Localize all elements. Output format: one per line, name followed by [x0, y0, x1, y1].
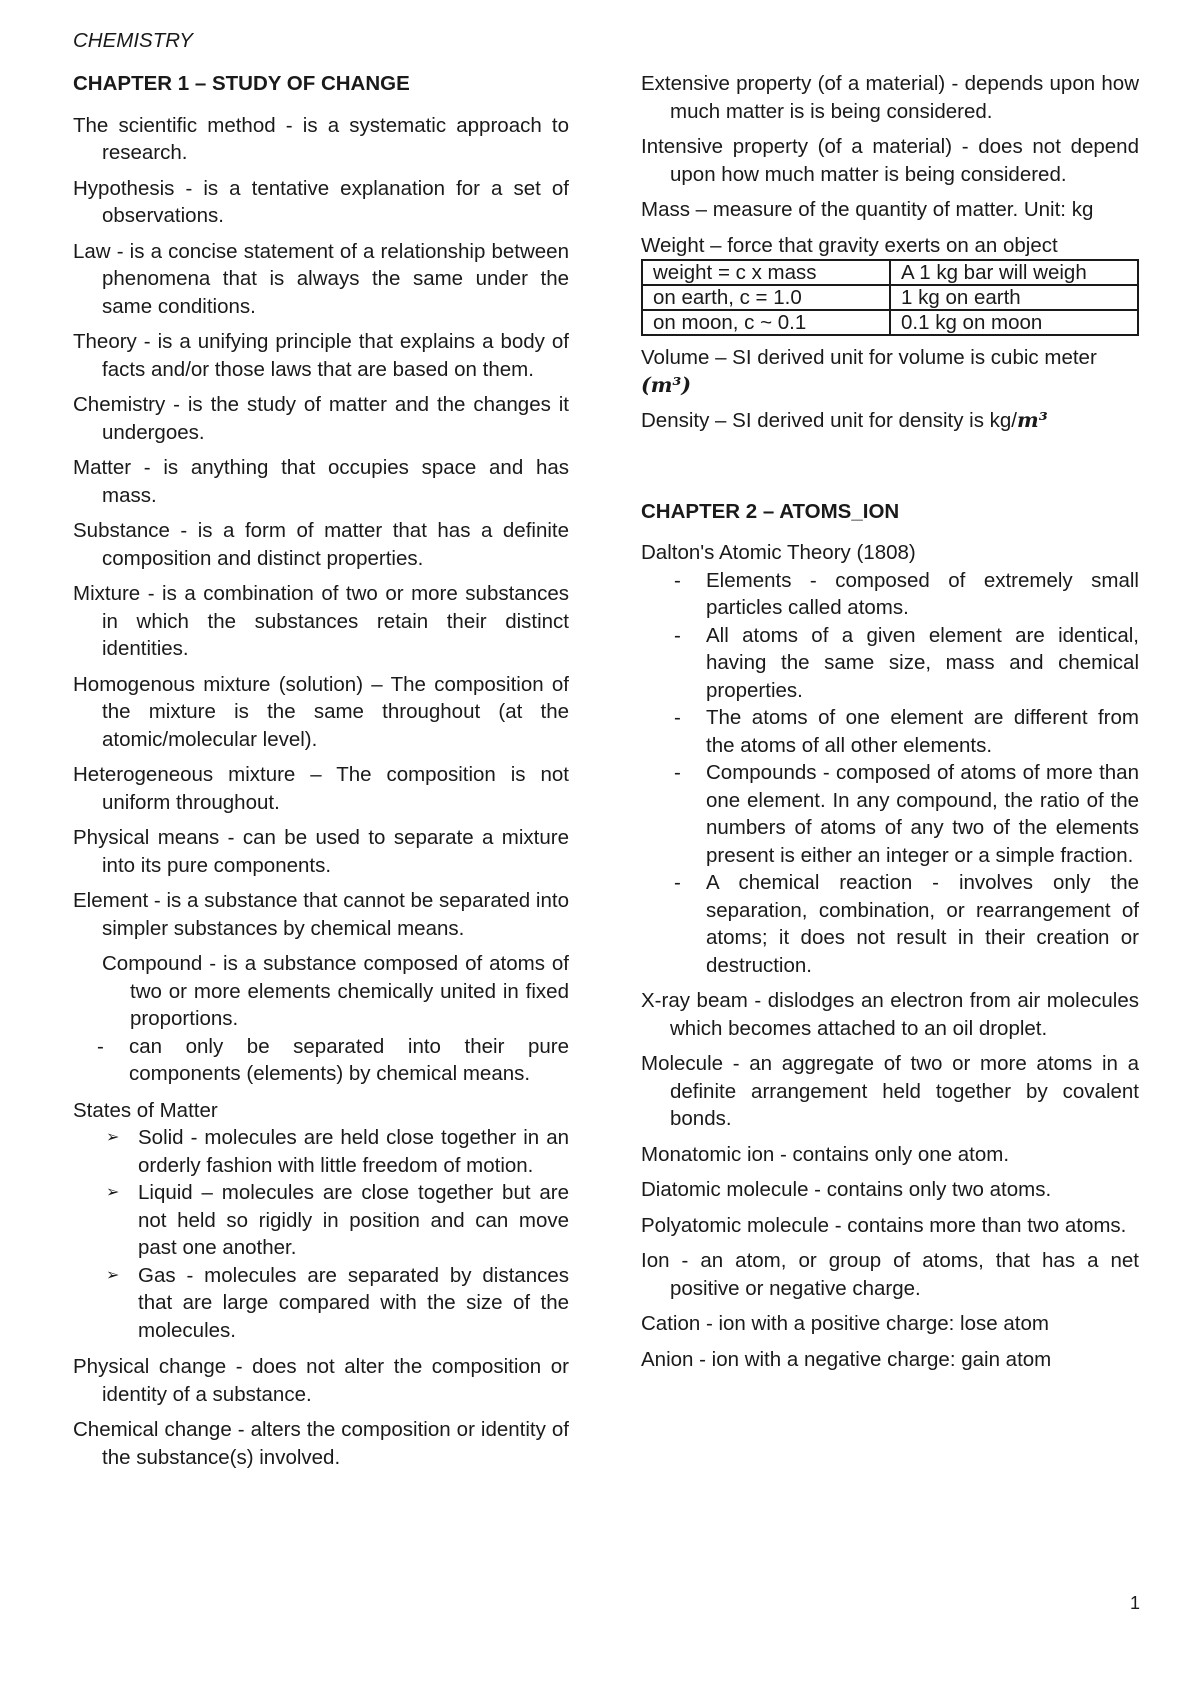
- definition-volume: [641, 344, 1139, 399]
- definition: Cation - ion with a positive charge: lose atom: [641, 1312, 1049, 1335]
- dash-marker: -: [674, 761, 681, 784]
- density-text: Density – SI derived unit for density is kg/: [641, 409, 1018, 432]
- definition: Matter - is anything that occupies space and has mass.: [73, 456, 569, 507]
- dalton-list: [641, 567, 1139, 980]
- list-item-text: Liquid – molecules are close together but are not held so rigidly in position and can move past one another.: [138, 1181, 569, 1259]
- compound-dash-item: [73, 1033, 569, 1088]
- definition: Polyatomic molecule - contains more than two atoms.: [641, 1213, 1127, 1237]
- list-item-text: Elements - composed of extremely small particles called atoms.: [706, 568, 1139, 619]
- list-item: [73, 1179, 569, 1262]
- definition-compound: Compound - is a substance composed of atoms of two or more elements chemically united in fixed proportions.: [102, 952, 569, 1030]
- list-item-text: A chemical reaction - involves only the separation, combination, or rearrangement of atoms; it does not result in their creation or destruction.: [706, 871, 1139, 977]
- definition: Ion - an atom, or group of atoms, that has a net positive or negative charge.: [641, 1249, 1139, 1300]
- table-cell: 1 kg on earth: [890, 285, 1138, 310]
- definition: Extensive property (of a material) - depends upon how much matter is is being considered.: [641, 72, 1139, 123]
- list-item: [641, 869, 1139, 979]
- list-item-text: Solid - molecules are held close together in an orderly fashion with little freedom of motion.: [138, 1126, 569, 1177]
- table-cell: 0.1 kg on moon: [890, 310, 1138, 335]
- definition: Anion - ion with a negative charge: gain atom: [641, 1347, 1052, 1371]
- spacer: [641, 443, 1139, 498]
- list-item-text: The atoms of one element are different from the atoms of all other elements.: [706, 706, 1139, 757]
- definition: Heterogeneous mixture – The composition is not uniform throughout.: [73, 763, 569, 814]
- dash-marker: -: [674, 623, 681, 647]
- arrow-bullet-icon: ➢: [106, 1266, 120, 1284]
- weight-title: Weight – force that gravity exerts on an object: [641, 233, 1058, 257]
- list-item: [641, 622, 1139, 705]
- chapter-2-title: CHAPTER 2 – ATOMS_ION: [641, 499, 900, 523]
- definition: Physical means - can be used to separate a mixture into its pure components.: [73, 826, 569, 877]
- list-item-text: All atoms of a given element are identical, having the same size, mass and chemical properties.: [706, 623, 1139, 702]
- list-item-text: Gas - molecules are separated by distances that are large compared with the size of the molecules.: [138, 1263, 569, 1342]
- table-cell: on moon, c ~ 0.1: [642, 310, 890, 335]
- dash-marker: -: [674, 706, 681, 729]
- definition: Hypothesis - is a tentative explanation for a set of observations.: [73, 176, 569, 227]
- definition: Theory - is a unifying principle that explains a body of facts and/or those laws that are based on them.: [73, 330, 569, 381]
- definition: Intensive property (of a material) - does not depend upon how much matter is being considered.: [641, 135, 1139, 186]
- table-cell: on earth, c = 1.0: [642, 285, 890, 310]
- definition: The scientific method - is a systematic approach to research.: [73, 113, 569, 164]
- definition: Homogenous mixture (solution) – The composition of the mixture is the same throughout (at the atomic/molecular level).: [73, 672, 569, 751]
- arrow-bullet-icon: ➢: [106, 1129, 120, 1146]
- right-column: [641, 70, 1139, 1381]
- definition: Chemistry - is the study of matter and the changes it undergoes.: [73, 393, 569, 444]
- definition: Law - is a concise statement of a relationship between phenomena that is always the same under the same conditions.: [73, 239, 569, 318]
- volume-text: Volume – SI derived unit for volume is cubic meter: [641, 346, 1097, 369]
- dash-marker: -: [674, 871, 681, 894]
- definition: Chemical change - alters the composition or identity of the substance(s) involved.: [73, 1418, 569, 1469]
- arrow-bullet-icon: ➢: [106, 1184, 120, 1201]
- dash-marker: -: [674, 568, 681, 592]
- states-of-matter-title: States of Matter: [73, 1098, 218, 1122]
- volume-unit: (m³): [641, 372, 692, 397]
- definition: Mass – measure of the quantity of matter. Unit: kg: [641, 198, 1094, 221]
- list-item: [641, 567, 1139, 622]
- definition: Substance - is a form of matter that has a definite composition and distinct properties.: [73, 519, 569, 570]
- dash-item-text: can only be separated into their pure components (elements) by chemical means.: [129, 1034, 569, 1085]
- definition: Mixture - is a combination of two or more substances in which the substances retain their distinct identities.: [73, 582, 569, 660]
- density-unit: m³: [1017, 408, 1048, 432]
- definition-density: [641, 407, 1139, 435]
- list-item: [73, 1262, 569, 1345]
- definition: Monatomic ion - contains only one atom.: [641, 1142, 1010, 1166]
- table-row: [642, 285, 1138, 310]
- page-number: 1: [1129, 1593, 1140, 1613]
- dash-marker: -: [97, 1034, 104, 1058]
- weight-table: [641, 259, 1139, 336]
- chapter-1-title: CHAPTER 1 – STUDY OF CHANGE: [73, 72, 410, 95]
- list-item: [73, 1124, 569, 1179]
- definition: X-ray beam - dislodges an electron from air molecules which becomes attached to an oil droplet.: [641, 989, 1139, 1040]
- table-row: [642, 310, 1138, 335]
- states-list: [73, 1124, 569, 1344]
- list-item: [641, 759, 1139, 869]
- definition: Molecule - an aggregate of two or more atoms in a definite arrangement held together by covalent bonds.: [641, 1052, 1139, 1130]
- dalton-title: Dalton's Atomic Theory (1808): [641, 541, 916, 564]
- table-cell: weight = c x mass: [642, 260, 890, 285]
- table-row: [642, 260, 1138, 285]
- page-header: CHEMISTRY: [73, 29, 193, 52]
- table-cell: A 1 kg bar will weigh: [890, 260, 1138, 285]
- list-item: [641, 704, 1139, 759]
- left-column: [73, 70, 569, 1479]
- list-item-text: Compounds - composed of atoms of more than one element. In any compound, the ratio of the numbers of atoms of any two of the elements present is either an integer or a simple fraction.: [706, 761, 1139, 867]
- definition: Element - is a substance that cannot be separated into simpler substances by chemical means.: [73, 889, 569, 940]
- definition: Diatomic molecule - contains only two atoms.: [641, 1178, 1052, 1201]
- definition: Physical change - does not alter the composition or identity of a substance.: [73, 1355, 569, 1406]
